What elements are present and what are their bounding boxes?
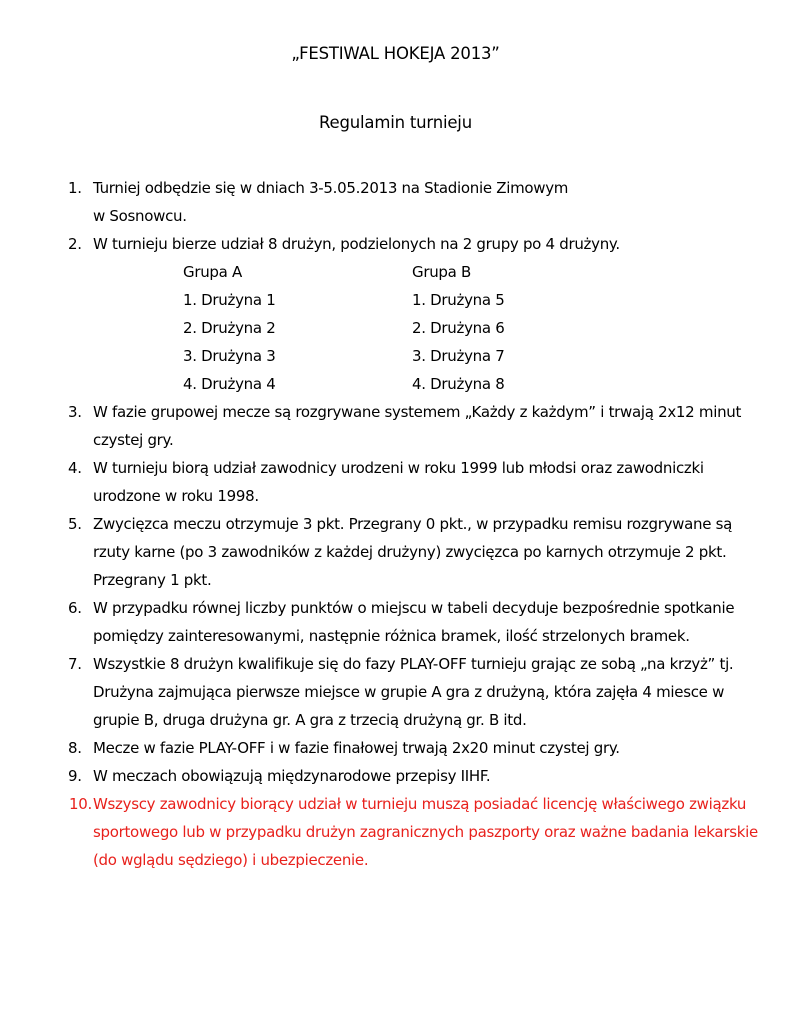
rule-1 xyxy=(0,174,791,230)
rule-10 xyxy=(0,790,791,874)
group-team: 1. Drużyna 5 xyxy=(412,291,505,309)
rule-number: 10. xyxy=(69,795,92,813)
document-subtitle: Regulamin turnieju xyxy=(319,113,472,132)
group-heading: Grupa B xyxy=(412,263,471,281)
group-team: 4. Drużyna 8 xyxy=(412,375,505,393)
rule-text: W turnieju bierze udział 8 drużyn, podzielonych na 2 grupy po 4 drużyny. xyxy=(93,235,620,253)
rule-5 xyxy=(0,510,791,594)
rule-2 xyxy=(0,230,791,258)
rule-number: 8. xyxy=(68,739,82,757)
rule-text xyxy=(93,174,765,230)
rule-number: 2. xyxy=(68,235,82,253)
rule-9 xyxy=(0,762,791,790)
group-team: 1. Drużyna 1 xyxy=(183,291,276,309)
rule-number: 5. xyxy=(68,515,82,533)
rule-number: 9. xyxy=(68,767,82,785)
rule-text: Zwycięzca meczu otrzymuje 3 pkt. Przegrany 0 pkt., w przypadku remisu rozgrywane są rzuty karne (po 3 zawodników z każdej drużyny) zwycięzca po karnych otrzymuje 2 pkt. Przegrany 1 pkt. xyxy=(93,515,733,589)
rule-7 xyxy=(0,650,791,734)
rule-number: 6. xyxy=(68,599,82,617)
rule-text: W przypadku równej liczby punktów o miejscu w tabeli decyduje bezpośrednie spotkanie pomiędzy zainteresowanymi, następnie różnica bramek, ilość strzelonych bramek. xyxy=(93,599,735,645)
rule-6 xyxy=(0,594,791,650)
rule-number: 3. xyxy=(68,403,82,421)
document-title: „FESTIWAL HOKEJA 2013” xyxy=(291,44,500,63)
groups-table xyxy=(0,258,791,398)
rule-text-line: Turniej odbędzie się w dniach 3-5.05.2013 na Stadionie Zimowym xyxy=(93,179,569,197)
rule-number: 4. xyxy=(68,459,82,477)
rule-8 xyxy=(0,734,791,762)
group-a xyxy=(183,258,275,398)
rule-text-line: w Sosnowcu. xyxy=(93,207,187,225)
rule-text: Wszyscy zawodnicy biorący udział w turnieju muszą posiadać licencję właściwego związku sportowego lub w przypadku drużyn zagranicznych paszporty oraz ważne badania lekarskie (do wglądu sędziego) i ubezpieczenie. xyxy=(93,795,758,869)
rule-text: Mecze w fazie PLAY-OFF i w fazie finałowej trwają 2x20 minut czystej gry. xyxy=(93,739,620,757)
group-heading: Grupa A xyxy=(183,263,242,281)
rules-list xyxy=(0,174,791,874)
rule-3 xyxy=(0,398,791,454)
group-team: 3. Drużyna 7 xyxy=(412,347,505,365)
rule-4 xyxy=(0,454,791,510)
rule-number: 1. xyxy=(68,179,82,197)
rule-text: W meczach obowiązują międzynarodowe przepisy IIHF. xyxy=(93,767,491,785)
group-team: 4. Drużyna 4 xyxy=(183,375,276,393)
rule-text: W fazie grupowej mecze są rozgrywane systemem „Każdy z każdym” i trwają 2x12 minut czystej gry. xyxy=(93,403,742,449)
group-team: 2. Drużyna 6 xyxy=(412,319,505,337)
group-team: 3. Drużyna 3 xyxy=(183,347,276,365)
rule-text: Wszystkie 8 drużyn kwalifikuje się do fazy PLAY-OFF turnieju grając ze sobą „na krzyż” tj. Drużyna zajmująca pierwsze miejsce w grupie A gra z drużyną, która zajęła 4 miesce w grupie B, druga drużyna gr. A gra z trzecią drużyną gr. B itd. xyxy=(93,655,734,729)
rule-text: W turnieju biorą udział zawodnicy urodzeni w roku 1999 lub młodsi oraz zawodniczki urodzone w roku 1998. xyxy=(93,459,704,505)
group-b xyxy=(412,258,504,398)
rule-number: 7. xyxy=(68,655,82,673)
group-team: 2. Drużyna 2 xyxy=(183,319,276,337)
